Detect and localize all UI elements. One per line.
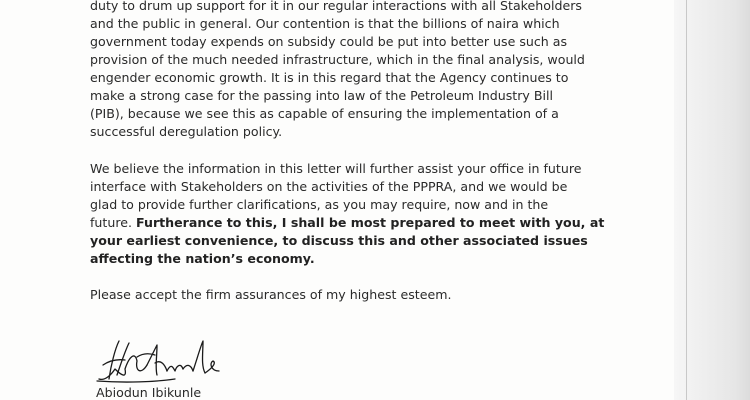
signature-icon <box>95 335 245 385</box>
paragraph-line: and the public in general. Our contention is that the billions of naira which <box>90 16 560 31</box>
paragraph-line: make a strong case for the passing into law of the Petroleum Industry Bill <box>90 88 553 103</box>
paragraph-meeting-offer <box>90 160 604 268</box>
paragraph-line: interface with Stakeholders on the activities of the PPPRA, and we would be <box>90 179 568 194</box>
paragraph-line: glad to provide further clarifications, as you may require, now and in the <box>90 197 549 212</box>
paragraph-line: provision of the much needed infrastructure, which in the final analysis, would <box>90 52 585 67</box>
paragraph-line <box>90 214 604 232</box>
paragraph-subsidy <box>90 0 585 141</box>
paragraph-line: successful deregulation policy. <box>90 124 283 139</box>
handwritten-signature <box>95 335 245 385</box>
paragraph-line: duty to drum up support for it in our regular interactions with all Stakeholders <box>90 0 582 13</box>
paragraph-line: engender economic growth. It is in this regard that the Agency continues to <box>90 70 569 85</box>
bold-text: Furtherance to this, I shall be most prepared to meet with you, at <box>136 215 605 230</box>
bold-text: affecting the nation’s economy. <box>90 251 315 266</box>
page-edge-line <box>686 0 687 400</box>
paragraph-line: government today expends on subsidy could be put into better use such as <box>90 34 568 49</box>
closing-line: Please accept the firm assurances of my highest esteem. <box>90 287 452 302</box>
paragraph-line <box>90 232 604 250</box>
signatory-name: Abiodun Ibikunle <box>96 385 202 400</box>
bold-text: your earliest convenience, to discuss this and other associated issues <box>90 233 588 248</box>
paragraph-line <box>90 250 604 268</box>
paragraph-line: (PIB), because we see this as capable of ensuring the implementation of a <box>90 106 559 121</box>
plain-text: future. <box>90 215 136 230</box>
paragraph-line: We believe the information in this letter will further assist your office in future <box>90 161 582 176</box>
